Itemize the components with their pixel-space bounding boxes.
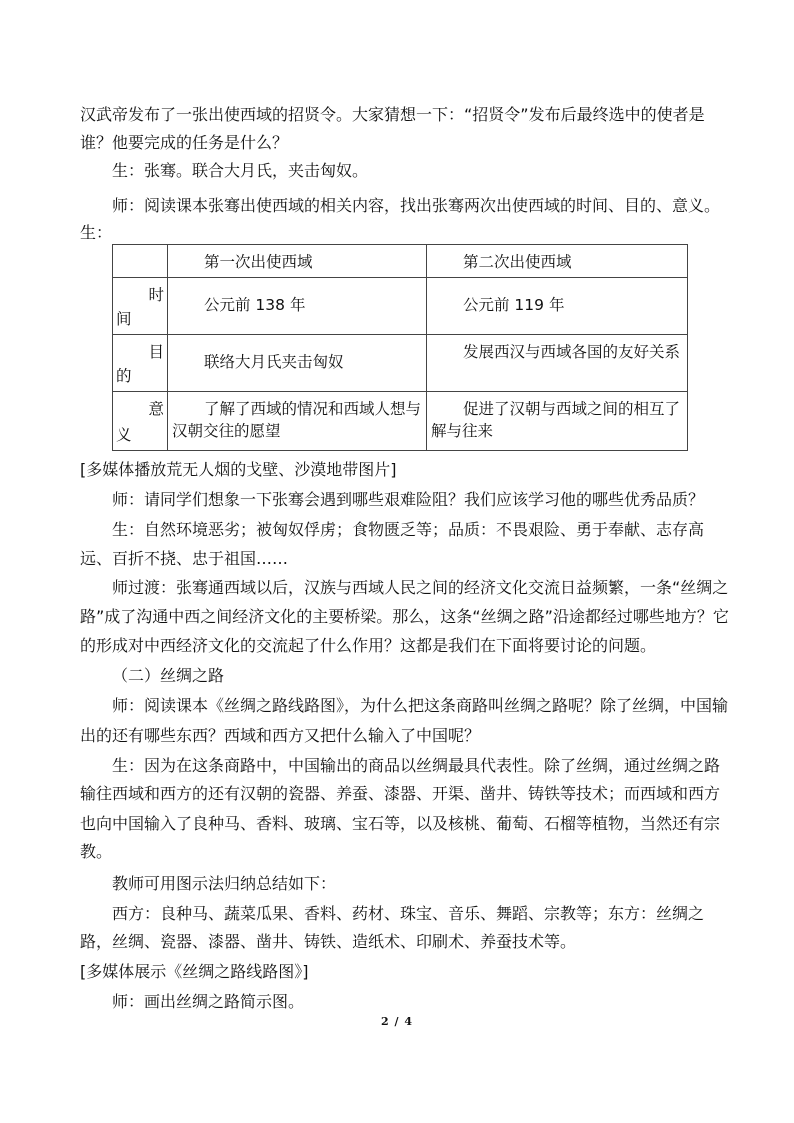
table-cell: 公元前 119 年 [427,278,688,335]
paragraph-line: 汉武帝发布了一张出使西域的招贤令。大家猜想一下：“招贤令”发布后最终选中的使者是 [80,105,705,124]
row-label-part: 意 [148,400,164,418]
table-header-cell: 第二次出使西域 [427,245,688,278]
media-note: [多媒体展示《丝绸之路线路图》] [80,962,309,981]
paragraph-line: 路”成了沟通中西之间经济文化的主要桥梁。那么，这条“丝绸之路”沿途都经过哪些地方？它 [80,607,729,626]
paragraph-line: 谁？他要完成的任务是什么？ [80,133,289,152]
row-label-cell [113,335,168,392]
summary-intro: 教师可用图示法归纳总结如下： [112,874,337,893]
table-cell: 促进了汉朝与西域之间的相互了解与往来 [427,392,688,451]
teacher-question: 师：阅读课本张骞出使西域的相关内容，找出张骞两次出使西域的时间、目的、意义。 [112,196,721,215]
teacher-question: 师：阅读课本《丝绸之路线路图》，为什么把这条商路叫丝绸之路呢？除了丝绸，中国输 [112,696,729,715]
section-heading: （二）丝绸之路 [112,666,225,685]
teacher-instruction: 师：画出丝绸之路简示图。 [112,992,305,1011]
row-label-part: 时 [148,286,164,304]
table-cell: 了解了西域的情况和西域人想与汉朝交往的愿望 [168,392,427,451]
paragraph-line: 的形成对中西经济文化的交流起了什么作用？这都是我们在下面将要讨论的问题。 [80,636,657,655]
teacher-question: 师：请同学们想象一下张骞会遇到哪些艰难险阻？我们应该学习他的哪些优秀品质？ [112,490,705,509]
teacher-transition: 师过渡：张骞通西域以后，汉族与西域人民之间的经济文化交流日益频繁，一条“丝绸之 [112,578,729,597]
row-label-part: 的 [116,367,132,385]
paragraph-line: 也向中国输入了良种马、香料、玻璃、宝石等，以及核桃、葡萄、石榴等植物，当然还有宗 [80,814,721,833]
table-row [113,278,688,335]
table-cell: 发展西汉与西域各国的友好关系 [427,335,688,392]
row-label-part: 目 [148,343,164,361]
paragraph-line: 远、百折不挠、忠于祖国…… [80,549,289,568]
row-label-part: 间 [116,310,132,328]
summary-line: 西方：良种马、蔬菜瓜果、香料、药材、珠宝、音乐、舞蹈、宗教等；东方：丝绸之 [112,904,705,923]
paragraph-line: 出的还有哪些东西？西域和西方又把什么输入了中国呢？ [80,726,481,745]
student-answer: 生：自然环境恶劣；被匈奴俘虏；食物匮乏等；品质：不畏艰险、勇于奉献、志存高 [112,520,705,539]
table-cell: 公元前 138 年 [168,278,427,335]
table-header-row [113,245,688,278]
paragraph-line: 路，丝绸、瓷器、漆器、凿井、铸铁、造纸术、印刷术、养蚕技术等。 [80,932,577,951]
student-answer: 生：张骞。联合大月氏，夹击匈奴。 [112,161,369,180]
student-answer: 生：因为在这条商路中，中国输出的商品以丝绸最具代表性。除了丝绸，通过丝绸之路 [112,756,721,775]
table-cell: 联络大月氏夹击匈奴 [168,335,427,392]
table-header-cell: 第一次出使西域 [168,245,427,278]
row-label-cell [113,278,168,335]
table-row [113,335,688,392]
student-label: 生： [80,223,113,242]
page-number: 2 / 4 [381,1015,413,1028]
table-corner-cell [113,245,168,278]
table-row [113,392,688,451]
media-note: [多媒体播放荒无人烟的戈壁、沙漠地带图片] [80,460,397,479]
paragraph-line: 输往西域和西方的还有汉朝的瓷器、养蚕、漆器、开渠、凿井、铸铁等技术；而西域和西方 [80,784,721,803]
row-label-part: 义 [116,426,132,444]
paragraph-line: 教。 [80,842,113,861]
row-label-cell [113,392,168,451]
mission-table [112,244,688,451]
